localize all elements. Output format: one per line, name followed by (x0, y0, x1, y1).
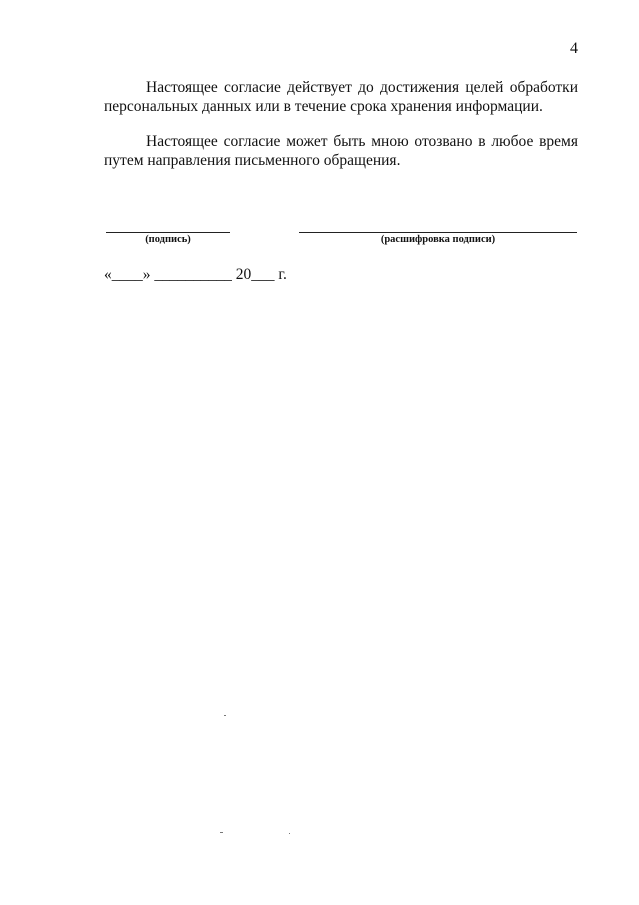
signature-decoding-caption: (расшифровка подписи) (380, 234, 496, 245)
signature-caption: (подпись) (145, 234, 191, 245)
date-line: «____» __________ 20___ г. (104, 266, 287, 283)
consent-validity-paragraph: Настоящее согласие действует до достижения целей обработки персональных данных или в течение срока хранения информации. (104, 79, 578, 115)
scan-speck (220, 832, 223, 833)
page-number: 4 (570, 40, 578, 57)
scan-speck (289, 833, 290, 834)
signature-decoding-line (299, 232, 577, 233)
signature-line (106, 232, 230, 233)
scan-speck (224, 715, 226, 716)
consent-revocation-paragraph: Настоящее согласие может быть мною отозвано в любое время путем направления письменного обращения. (104, 133, 578, 169)
